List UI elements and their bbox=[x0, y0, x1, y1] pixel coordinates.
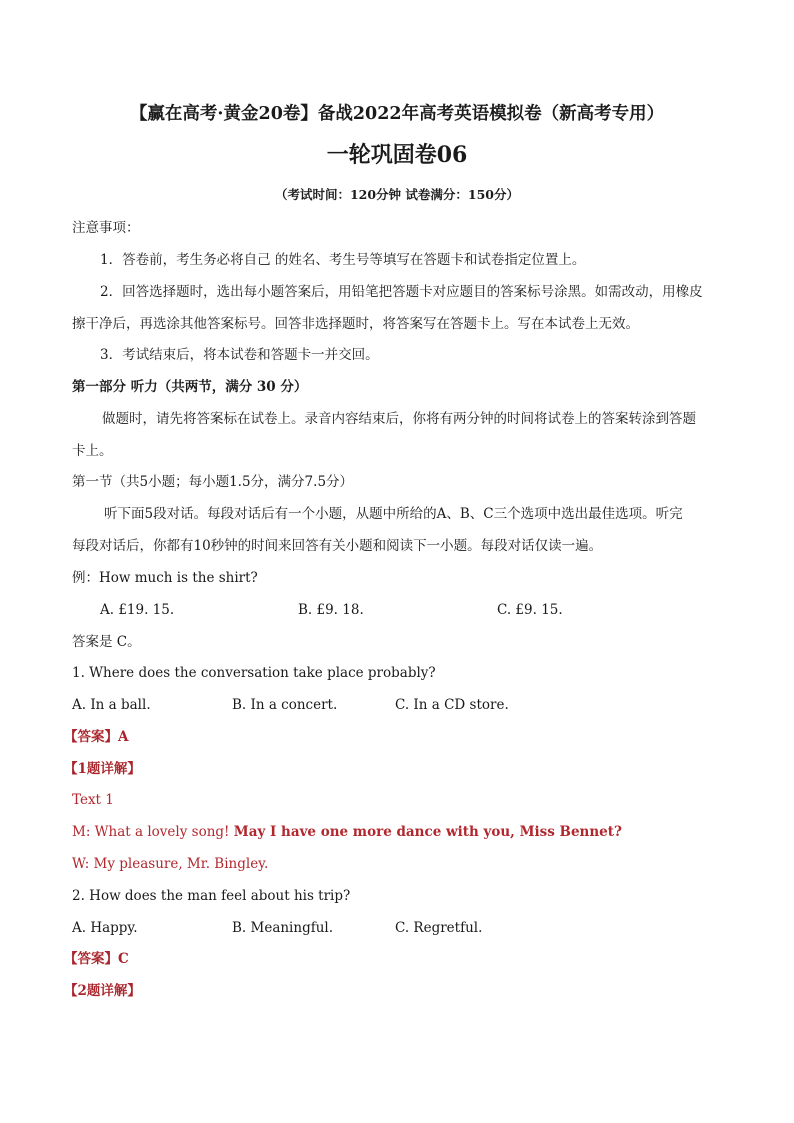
question-2-detail-heading: 【2题详解】 bbox=[64, 983, 141, 999]
example-option-b: B. £9. 18. bbox=[298, 602, 364, 618]
section1-instruction-line-2: 每段对话后，你都有10秒钟的时间来回答有关小题和阅读下一小题。每段对话仅读一遍。 bbox=[72, 538, 603, 554]
section1-heading: 第一节（共5小题；每小题1.5分，满分7.5分） bbox=[72, 474, 354, 490]
notes-heading: 注意事项： bbox=[72, 220, 140, 236]
notes-item-1: 1．答卷前，考生务必将自己 的姓名、考生号等填写在答题卡和试卷指定位置上。 bbox=[100, 252, 586, 268]
question-2-option-c: C. Regretful. bbox=[395, 920, 483, 936]
example-answer: 答案是 C。 bbox=[72, 634, 141, 650]
question-1-option-c: C. In a CD store. bbox=[395, 697, 509, 713]
notes-item-2-line-2: 擦干净后，再选涂其他答案标号。回答非选择题时，将答案写在答题卡上。写在本试卷上无效。 bbox=[72, 316, 639, 332]
dialogue-m-text: M: What a lovely song! bbox=[72, 824, 234, 840]
question-1: 1. Where does the conversation take place probably? bbox=[72, 665, 436, 681]
notes-item-2-line-1: 2．回答选择题时，选出每小题答案后，用铅笔把答题卡对应题目的答案标号涂黑。如需改动，用橡皮 bbox=[100, 284, 703, 300]
question-1-answer: 【答案】A bbox=[64, 729, 129, 745]
exam-info: （考试时间：120分钟 试卷满分：150分） bbox=[274, 187, 520, 202]
question-1-text-label: Text 1 bbox=[72, 792, 114, 808]
section1-instruction-line-1: 听下面5段对话。每段对话后有一个小题，从题中所给的A、B、C三个选项中选出最佳选项。听完 bbox=[104, 506, 683, 522]
example-option-a: A. £19. 15. bbox=[100, 602, 175, 618]
dialogue-m-emphasis: May I have one more dance with you, Miss Bennet? bbox=[233, 824, 622, 840]
part1-instruction-line-1: 做题时，请先将答案标在试卷上。录音内容结束后，你将有两分钟的时间将试卷上的答案转涂到答题 bbox=[102, 411, 696, 427]
document-subtitle: 一轮巩固卷06 bbox=[326, 142, 468, 168]
question-1-option-b: B. In a concert. bbox=[232, 697, 338, 713]
example-question: 例：How much is the shirt? bbox=[72, 570, 258, 586]
question-1-dialogue-m bbox=[72, 822, 622, 842]
part1-heading: 第一部分 听力（共两节，满分 30 分） bbox=[72, 379, 308, 395]
question-2: 2. How does the man feel about his trip? bbox=[72, 888, 351, 904]
question-1-detail-heading: 【1题详解】 bbox=[64, 761, 141, 777]
question-1-dialogue-w: W: My pleasure, Mr. Bingley. bbox=[72, 856, 269, 872]
document-title: 【赢在高考·黄金20卷】备战2022年高考英语模拟卷（新高考专用） bbox=[129, 104, 665, 124]
notes-item-3: 3．考试结束后，将本试卷和答题卡一并交回。 bbox=[100, 347, 379, 363]
part1-instruction-line-2: 卡上。 bbox=[72, 443, 113, 459]
example-option-c: C. £9. 15. bbox=[497, 602, 563, 618]
question-2-option-a: A. Happy. bbox=[72, 920, 138, 936]
question-2-answer: 【答案】C bbox=[64, 951, 129, 967]
question-1-option-a: A. In a ball. bbox=[72, 697, 151, 713]
question-2-option-b: B. Meaningful. bbox=[232, 920, 334, 936]
